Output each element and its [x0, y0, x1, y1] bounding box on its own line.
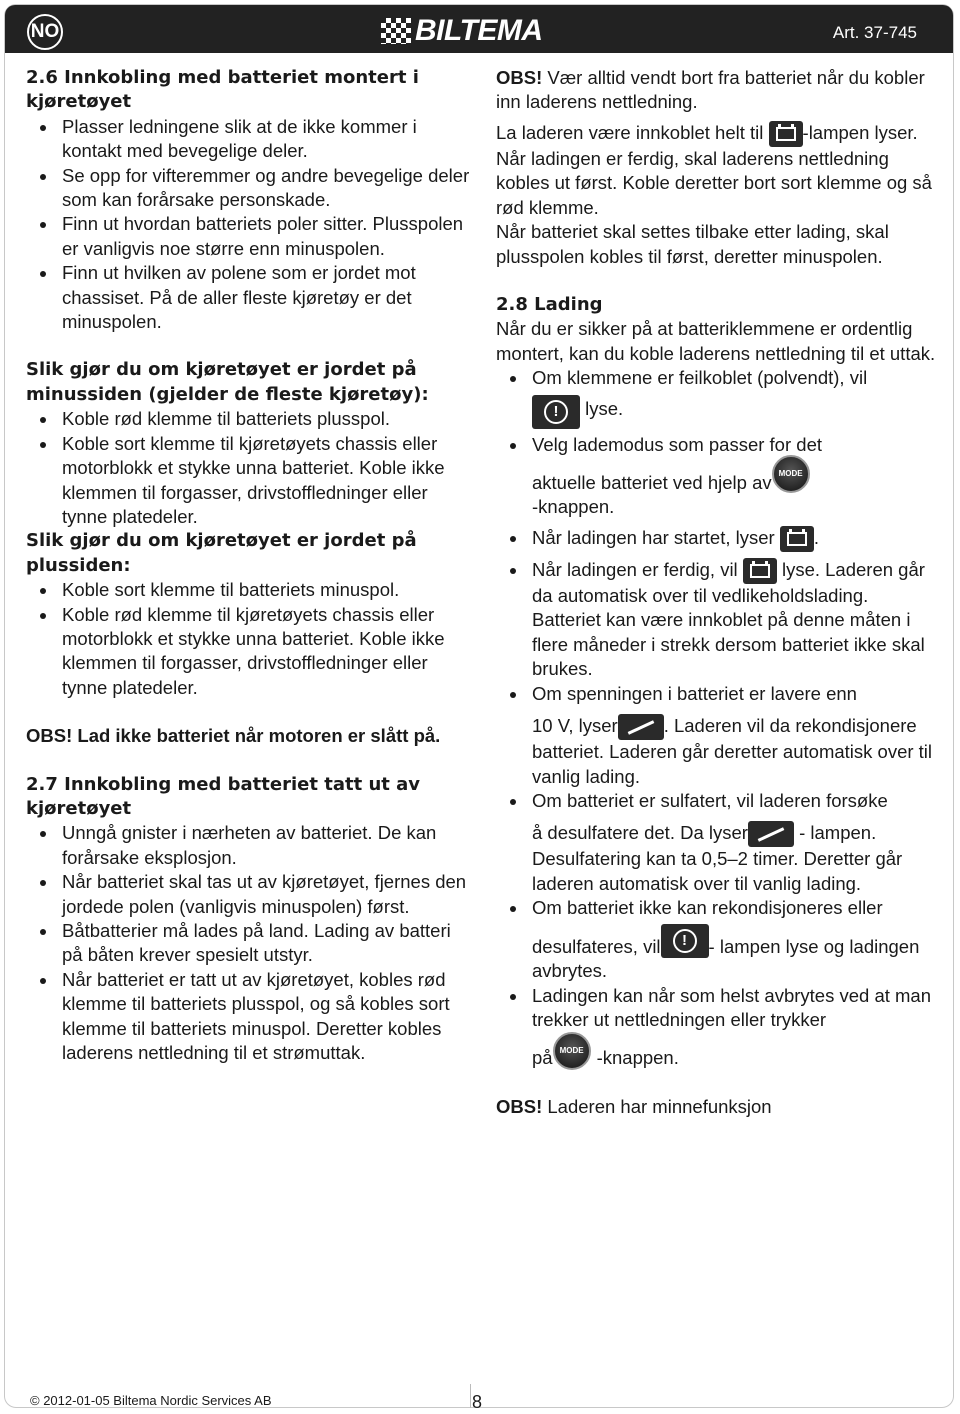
list-item: Når batteriet skal tas ut av kjøretøyet, fjernes den jordede polen (vanligvis minuspolen) først. [26, 870, 471, 919]
list-item: Når batteriet er tatt ut av kjøretøyet, kobles rød klemme til batteriets plusspol, og så kobles sort klemme til batteriets minuspol. Deretter kobles laderens nettledning til et strømuttak. [26, 968, 471, 1066]
recondition-icon [618, 714, 664, 740]
text: Velg lademodus som passer for det [532, 433, 822, 455]
brand-name: BILTEMA [415, 14, 543, 47]
list-item: Unngå gnister i nærheten av batteriet. De kan forårsake eksplosjon. [26, 821, 471, 870]
text: - lampen lyse og ladingen avbrytes. [532, 935, 920, 982]
text: -knappen. [532, 496, 615, 518]
text: -knappen. [596, 1047, 679, 1069]
text: Når ladingen har startet, lyser [532, 526, 780, 548]
mode-button-icon: MODE [553, 1032, 591, 1070]
page-number: 8 [472, 1392, 483, 1412]
footer-divider [470, 1384, 471, 1408]
list-item [496, 366, 940, 428]
language-badge: NO [27, 14, 63, 50]
text: Om spenningen i batteriet er lavere enn [532, 682, 857, 704]
paragraph: Når du er sikker på at batteriklemmene er ordentlig montert, kan du koble laderens nettledning til et uttak. [496, 318, 936, 364]
text: Om klemmene er feilkoblet (polvendt), vil [532, 367, 868, 389]
obs-label: OBS! [496, 1095, 543, 1117]
obs-warning [496, 66, 940, 115]
battery-icon [769, 121, 803, 147]
list-item: Finn ut hvordan batteriets poler sitter. Plusspolen er vanligvis noe større enn minuspolen. [26, 212, 471, 261]
list-2-6 [26, 115, 471, 335]
heading-2-7: 2.7 Innkobling med batteriet tatt ut av kjøretøyet [26, 773, 421, 819]
text: - lampen. Desulfatering kan ta 0,5–2 timer. Deretter går laderen automatisk over til vanlig lading. [532, 822, 903, 894]
text: lyse. Laderen går da automatisk over til vedlikeholdslading. Batteriet kan være innkoblet på denne måten i flere måneder i strekk dersom batteriet ikke skal brukes. [532, 558, 925, 680]
list-item [496, 558, 940, 682]
paragraph [496, 121, 940, 147]
text: lyse. [580, 397, 624, 419]
heading-minus-ground: Slik gjør du om kjøretøyet er jordet på minussiden (gjelder de fleste kjøretøy): [26, 359, 429, 405]
checkered-flag-icon [381, 18, 411, 44]
list-item: Koble sort klemme til kjøretøyets chassis eller motorblokk et stykke unna batteriet. Koble ikke klemmen til forgasser, drivstoffledninger eller tynne platedeler. [26, 432, 471, 530]
list-item: Koble rød klemme til batteriets plusspol. [26, 407, 471, 431]
list-item: Koble rød klemme til kjøretøyets chassis eller motorblokk et stykke unna batteriet. Koble ikke klemmen til forgasser, drivstoffledninger eller tynne platedeler. [26, 603, 471, 701]
text: . Laderen vil da rekondisjonere batteriet. Laderen går deretter automatisk over til vanlig lading. [532, 715, 933, 787]
paragraph: Når ladingen er ferdig, skal laderens nettledning kobles ut først. Koble deretter bort sort klemme og så rød klemme. [496, 147, 932, 218]
right-column [496, 66, 940, 1119]
text: å desulfatere det. Da lyser [532, 822, 748, 844]
warning-icon: ! [532, 395, 580, 429]
list-item [496, 682, 940, 789]
list-item [496, 433, 940, 520]
desulfate-icon [748, 821, 794, 847]
left-column [26, 66, 471, 1065]
article-number: Art. 37-745 [832, 23, 917, 42]
list-item: Finn ut hvilken av polene som er jordet mot chassiset. På de aller fleste kjøretøy er det minuspolen. [26, 261, 471, 334]
page-header [5, 5, 953, 53]
text: Laderen har minnefunksjon [542, 1095, 772, 1117]
obs-label: OBS! [496, 67, 543, 88]
heading-2-8: 2.8 Lading [496, 293, 603, 315]
list-item [496, 526, 940, 552]
list-item: Se opp for vifteremmer og andre bevegelige deler som kan forårsake personskade. [26, 164, 471, 213]
text: Om batteriet ikke kan rekondisjoneres eller [532, 897, 883, 919]
text: aktuelle batteriet ved hjelp av [532, 471, 772, 493]
obs-memory-note [496, 1095, 940, 1119]
text: på [532, 1047, 553, 1069]
text: 10 V, lyser [532, 715, 618, 737]
text: -lampen lyser. [802, 121, 918, 143]
text: La laderen være innkoblet helt til [496, 121, 769, 143]
heading-plus-ground: Slik gjør du om kjøretøyet er jordet på plussiden: [26, 530, 417, 576]
list-item [496, 896, 940, 983]
obs-note: OBS! Lad ikke batteriet når motoren er slått på. [26, 725, 441, 747]
list-item: Båtbatterier må lades på land. Lading av batteri på båten krever spesielt utstyr. [26, 919, 471, 968]
brand-logo [381, 11, 543, 51]
obs-text: Vær alltid vendt bort fra batteriet når du kobler inn laderens nettledning. [496, 67, 925, 113]
paragraph: Når batteriet skal settes tilbake etter lading, skal plusspolen kobles til først, deretter minuspolen. [496, 221, 889, 267]
text: Om batteriet er sulfatert, vil laderen forsøke [532, 789, 888, 811]
heading-2-6: 2.6 Innkobling med batteriet montert i kjøretøyet [26, 67, 419, 113]
list-item [496, 789, 940, 896]
battery-full-icon [743, 558, 777, 584]
text: . [813, 526, 819, 548]
mode-button-icon: MODE [772, 455, 810, 493]
list-item: Koble sort klemme til batteriets minuspol. [26, 578, 471, 602]
text: desulfateres, vil [532, 935, 661, 957]
warning-icon: ! [661, 924, 709, 958]
list-item: Plasser ledningene slik at de ikke kommer i kontakt med bevegelige deler. [26, 115, 471, 164]
copyright: © 2012-01-05 Biltema Nordic Services AB [30, 1393, 272, 1408]
battery-charging-icon [780, 526, 814, 552]
text: Ladingen kan når som helst avbrytes ved at man trekker ut nettledningen eller trykker [532, 984, 932, 1030]
list-item [496, 984, 940, 1071]
text: Når ladingen er ferdig, vil [532, 558, 743, 580]
